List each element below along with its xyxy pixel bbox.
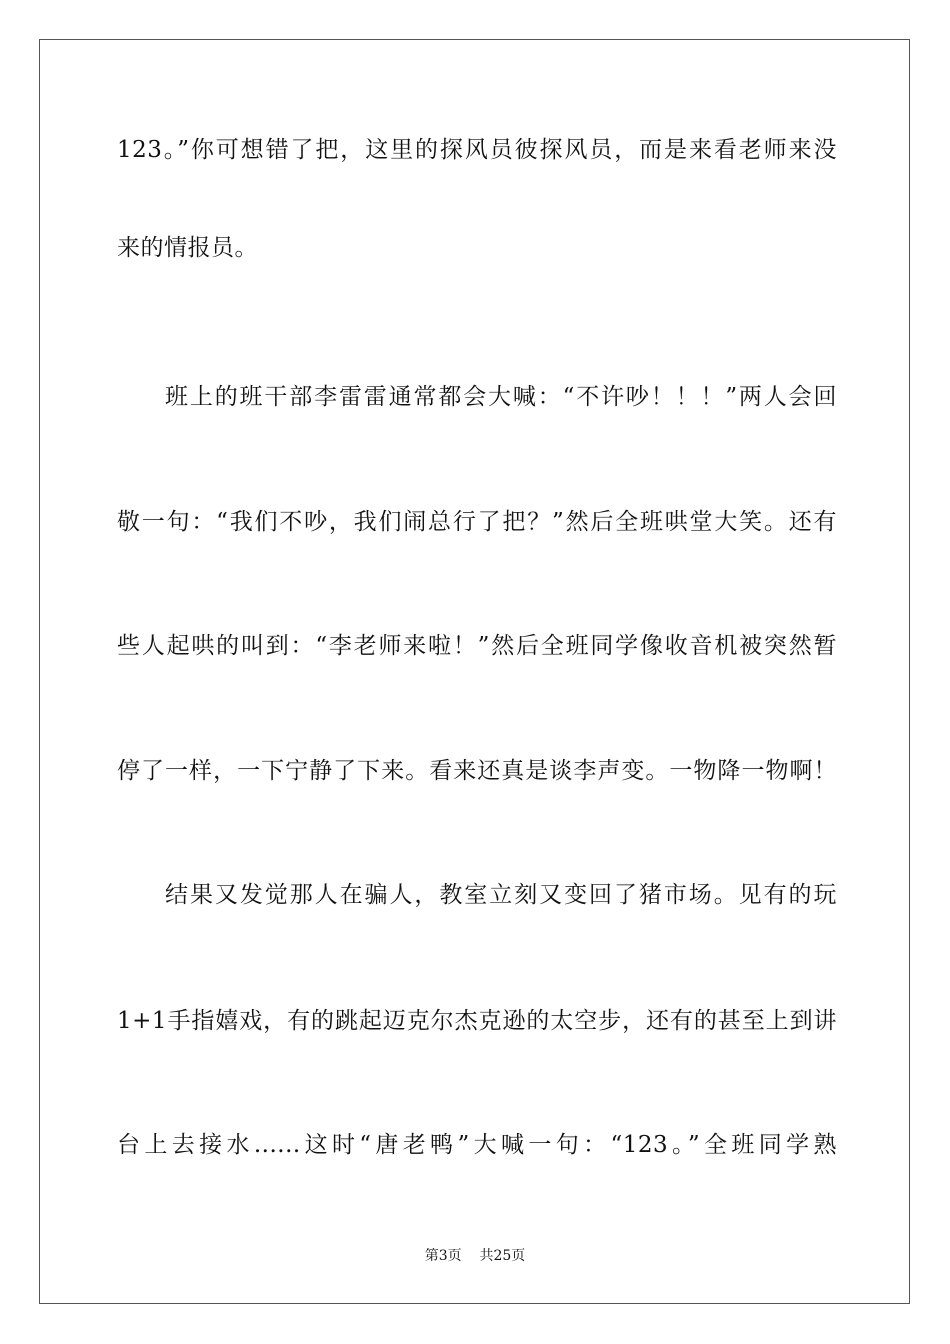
- text-line: 123。”你可想错了把，这里的探风员彼探风员，而是来看老师来没: [117, 137, 837, 163]
- paragraph-start-line: 班上的班干部李雷雷通常都会大喊：“不许吵！！！”两人会回: [165, 384, 837, 410]
- text-line: 敬一句：“我们不吵，我们闹总行了把？”然后全班哄堂大笑。还有: [117, 509, 837, 535]
- text-line: 台上去接水......这时“唐老鸭”大喊一句：“123。”全班同学熟: [117, 1132, 837, 1158]
- text-line: 来的情报员。: [117, 235, 258, 261]
- page-border: [39, 39, 910, 1304]
- page-number-footer: 第3页 共25页: [424, 1248, 526, 1264]
- paragraph-start-line: 结果又发觉那人在骗人，教室立刻又变回了猪市场。见有的玩: [165, 882, 837, 908]
- text-line: 停了一样，一下宁静了下来。看来还真是谈李声变。一物降一物啊！: [117, 758, 837, 784]
- text-line: 1+1手指嬉戏，有的跳起迈克尔杰克逊的太空步，还有的甚至上到讲: [117, 1008, 837, 1034]
- text-line: 些人起哄的叫到：“李老师来啦！”然后全班同学像收音机被突然暂: [117, 633, 837, 659]
